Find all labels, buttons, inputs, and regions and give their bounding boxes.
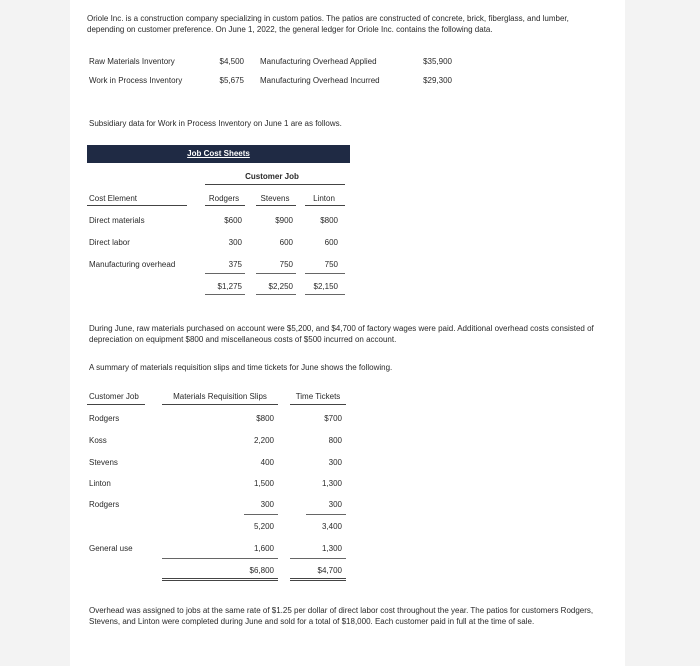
total-underline [205, 294, 245, 295]
col-rule-stevens [256, 205, 296, 206]
double-underline [290, 580, 346, 581]
req-job: Rodgers [89, 414, 120, 423]
double-underline [290, 578, 346, 579]
header-rule [162, 404, 278, 405]
raw-materials-value: $4,500 [219, 57, 244, 66]
june-paragraph: During June, raw materials purchased on account were $5,200, and $4,700 of factory wages were paid. Additional overhead costs consisted of depreciation on equipment $800 and miscellaneous costs of $500 incurred on account. [89, 324, 594, 344]
double-underline [162, 580, 278, 581]
double-underline [162, 578, 278, 579]
cost-element-header: Cost Element [89, 194, 138, 203]
subsidiary-text: Subsidiary data for Work in Process Inventory on June 1 are as follows. [89, 119, 342, 128]
subtotal-rule [244, 514, 278, 515]
general-tickets: 1,300 [321, 544, 342, 553]
req-job: Rodgers [89, 500, 120, 509]
header-rule [87, 404, 145, 405]
total-value: $2,250 [268, 282, 293, 291]
wip-value: $5,675 [219, 76, 244, 85]
cell-value: 375 [228, 260, 242, 269]
req-tickets: $700 [324, 414, 342, 423]
total-underline [305, 294, 345, 295]
cell-value: 750 [279, 260, 293, 269]
cell-value: 600 [324, 238, 338, 247]
cell-value: $600 [224, 216, 242, 225]
req-slips: $800 [256, 414, 274, 423]
header-rule [290, 404, 346, 405]
req-job: Stevens [89, 458, 118, 467]
wip-label: Work in Process Inventory [89, 76, 183, 85]
moh-applied-label: Manufacturing Overhead Applied [260, 57, 377, 66]
col-header-linton: Linton [313, 194, 335, 203]
cell-value: 750 [324, 260, 338, 269]
subtotal-slips: 5,200 [253, 522, 274, 531]
general-slips: 1,600 [253, 544, 274, 553]
col-rule-rodgers [205, 205, 245, 206]
group-header-rule [205, 184, 345, 185]
req-job: Koss [89, 436, 107, 445]
moh-incurred-label: Manufacturing Overhead Incurred [260, 76, 380, 85]
summary-text: A summary of materials requisition slips and time tickets for June shows the following. [89, 363, 393, 372]
row-label: Direct materials [89, 216, 145, 225]
total-slips: $6,800 [249, 566, 274, 575]
cell-value: $800 [320, 216, 338, 225]
job-cost-title: Job Cost Sheets [187, 149, 250, 158]
total-value: $1,275 [217, 282, 242, 291]
cell-value: $900 [275, 216, 293, 225]
total-rule [205, 273, 245, 274]
tickets-col-header: Time Tickets [295, 392, 341, 401]
moh-applied-value: $35,900 [423, 57, 452, 66]
req-tickets: 800 [328, 436, 342, 445]
req-slips: 400 [260, 458, 274, 467]
req-slips: 1,500 [253, 479, 274, 488]
job-cost-header-bar [87, 145, 350, 163]
customer-job-header: Customer Job [245, 172, 299, 181]
req-tickets: 300 [328, 500, 342, 509]
req-slips: 2,200 [253, 436, 274, 445]
intro-paragraph: Oriole Inc. is a construction company specializing in custom patios. The patios are constructed of concrete, brick, fiberglass, and lumber, depending on customer preference. On June 1, 2022, the general ledger for Oriole Inc. contains the following data. [87, 14, 569, 34]
col-rule-linton [305, 205, 345, 206]
req-slips: 300 [260, 500, 274, 509]
col-header-rodgers: Rodgers [208, 194, 240, 203]
subtotal-tickets: 3,400 [321, 522, 342, 531]
total-rule [290, 558, 346, 559]
slips-col-header: Materials Requisition Slips [173, 392, 267, 401]
overhead-paragraph: Overhead was assigned to jobs at the same rate of $1.25 per dollar of direct labor cost throughout the year. The patios for customers Rodgers, Stevens, and Linton were completed during June and sold for a total of $18,000. Each customer paid in full at the time of sale. [89, 606, 594, 626]
total-rule [305, 273, 345, 274]
req-tickets: 300 [328, 458, 342, 467]
col-header-stevens: Stevens [260, 194, 290, 203]
total-rule [256, 273, 296, 274]
total-underline [256, 294, 296, 295]
req-tickets: 1,300 [321, 479, 342, 488]
cost-element-rule [87, 205, 187, 206]
req-job: Linton [89, 479, 111, 488]
row-label: Manufacturing overhead [89, 260, 176, 269]
cell-value: 300 [228, 238, 242, 247]
total-value: $2,150 [313, 282, 338, 291]
raw-materials-label: Raw Materials Inventory [89, 57, 175, 66]
total-rule [162, 558, 278, 559]
customer-job-col-header: Customer Job [89, 392, 139, 401]
subtotal-rule [306, 514, 346, 515]
general-use-label: General use [89, 544, 133, 553]
row-label: Direct labor [89, 238, 130, 247]
total-tickets: $4,700 [317, 566, 342, 575]
moh-incurred-value: $29,300 [423, 76, 452, 85]
cell-value: 600 [279, 238, 293, 247]
